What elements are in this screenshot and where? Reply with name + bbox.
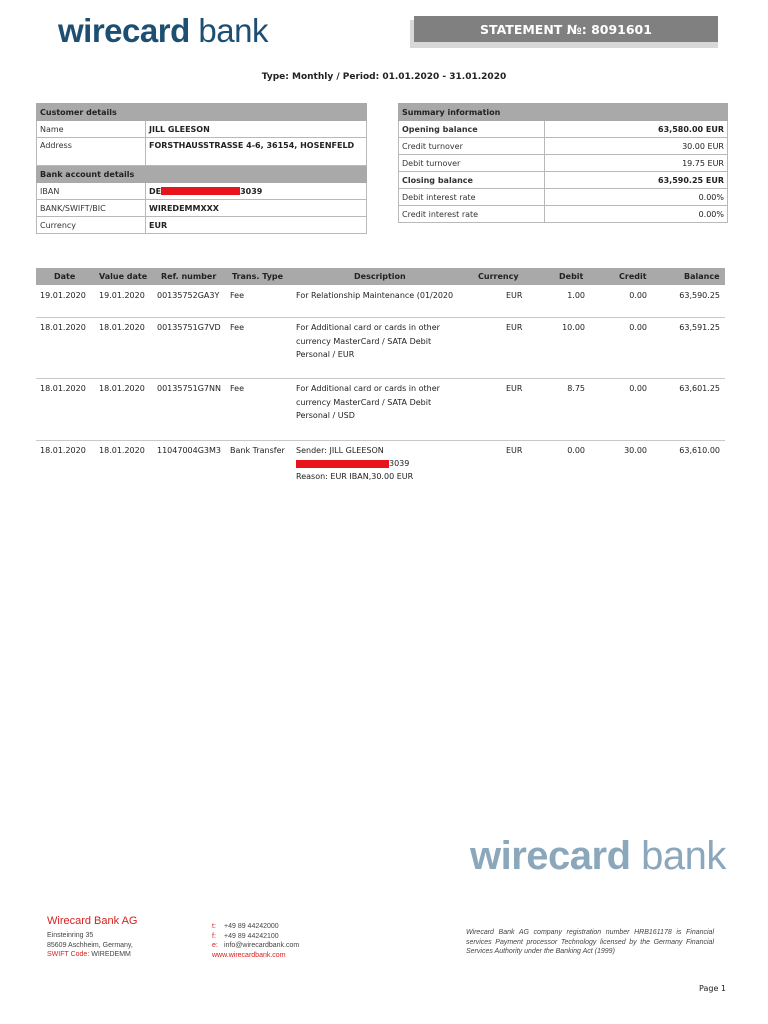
tx-currency: EUR (506, 446, 523, 455)
summary-information-header: Summary information (399, 104, 728, 121)
tx-credit: 30.00 (624, 446, 647, 455)
col-debit: Debit (559, 272, 584, 281)
col-trans-type: Trans. Type (232, 272, 284, 281)
credit-interest-rate-value: 0.00% (545, 206, 728, 223)
tx-description: For Relationship Maintenance (01/2020 (296, 291, 454, 300)
tx-currency: EUR (506, 291, 523, 300)
statement-period: Type: Monthly / Period: 01.01.2020 - 31.01.2020 (261, 72, 507, 82)
statement-title: STATEMENT №: 8091601 (414, 16, 718, 42)
customer-details-header: Customer details (37, 104, 367, 121)
tx-balance: 63,601.25 (679, 384, 720, 393)
swift-label: BANK/SWIFT/BIC (37, 200, 146, 217)
tx-balance: 63,590.25 (679, 291, 720, 300)
tx-description: For Additional card or cards in other currency MasterCard / SATA Debit Personal / USD (296, 384, 440, 420)
debit-interest-rate-value: 0.00% (545, 189, 728, 206)
footer-contact (212, 922, 299, 960)
currency-value: EUR (146, 217, 367, 234)
footer-address (47, 931, 133, 960)
email-key: e: (212, 942, 218, 949)
iban-suffix: 3039 (240, 186, 263, 196)
tx-currency: EUR (506, 384, 523, 393)
tx-ref: 11047004G3M3 (157, 446, 221, 455)
opening-balance-label: Opening balance (399, 121, 545, 138)
tx-debit: 0.00 (567, 446, 585, 455)
closing-balance-label: Closing balance (399, 172, 545, 189)
tx-balance: 63,591.25 (679, 323, 720, 332)
footer-swift-value: WIREDEMM (89, 951, 131, 958)
address-label: Address (37, 138, 146, 166)
footer-logo-light-text: bank (630, 834, 726, 878)
table-row (36, 440, 725, 485)
iban-redaction (161, 187, 240, 195)
col-currency: Currency (478, 272, 519, 281)
phone-key: t: (212, 923, 216, 930)
tx-credit: 0.00 (629, 291, 647, 300)
page-number: Page 1 (699, 984, 726, 993)
col-credit: Credit (619, 272, 647, 281)
footer-wirecard-bank-logo (470, 834, 726, 879)
tx-type: Fee (230, 384, 245, 393)
address-value: FORSTHAUSSTRASSE 4-6, 36154, HOSENFELD (146, 138, 367, 166)
credit-turnover-value: 30.00 EUR (545, 138, 728, 155)
footer-address-line1: Einsteinring 35 (47, 932, 94, 939)
credit-turnover-label: Credit turnover (399, 138, 545, 155)
tx-date: 18.01.2020 (40, 384, 86, 393)
tx-currency: EUR (506, 323, 523, 332)
tx-description: For Additional card or cards in other currency MasterCard / SATA Debit Personal / EUR (296, 323, 440, 359)
footer-company-name: Wirecard Bank AG (47, 915, 138, 927)
table-row (36, 378, 725, 440)
tx-value-date: 18.01.2020 (99, 446, 145, 455)
tx-credit: 0.00 (629, 323, 647, 332)
tx-iban-suffix: 3039 (389, 459, 410, 468)
table-row (36, 286, 725, 316)
tx-debit: 8.75 (567, 384, 585, 393)
col-ref-number: Ref. number (161, 272, 217, 281)
tx-date: 19.01.2020 (40, 291, 86, 300)
name-value: JILL GLEESON (146, 121, 367, 138)
tx-balance: 63,610.00 (679, 446, 720, 455)
tx-date: 18.01.2020 (40, 446, 86, 455)
credit-interest-rate-label: Credit interest rate (399, 206, 545, 223)
footer-fax: +49 89 44242100 (224, 932, 279, 940)
tx-ref: 00135751G7NN (157, 384, 221, 393)
footer-swift-label: SWIFT Code: (47, 951, 90, 958)
swift-value: WIREDEMMXXX (146, 200, 367, 217)
col-date: Date (54, 272, 76, 281)
wirecard-bank-logo (58, 12, 268, 50)
closing-balance-value: 63,590.25 EUR (545, 172, 728, 189)
tx-debit: 1.00 (567, 291, 585, 300)
tx-ref: 00135751G7VD (157, 323, 221, 332)
col-value-date: Value date (99, 272, 148, 281)
tx-debit: 10.00 (562, 323, 585, 332)
opening-balance-value: 63,580.00 EUR (545, 121, 728, 138)
tx-value-date: 19.01.2020 (99, 291, 145, 300)
debit-turnover-label: Debit turnover (399, 155, 545, 172)
footer-website[interactable]: www.wirecardbank.com (212, 951, 286, 959)
tx-type: Fee (230, 291, 245, 300)
logo-light-text: bank (189, 12, 268, 49)
footer-phone: +49 89 44242000 (224, 923, 279, 930)
logo-bold-text: wirecard (58, 12, 190, 49)
table-row (36, 317, 725, 378)
iban-value (146, 183, 367, 200)
iban-prefix: DE (149, 186, 162, 196)
tx-description-reason: Reason: EUR IBAN,30.00 EUR (296, 472, 414, 481)
summary-information-table (398, 103, 728, 223)
tx-type: Fee (230, 323, 245, 332)
fax-key: f: (212, 932, 216, 940)
tx-value-date: 18.01.2020 (99, 323, 145, 332)
iban-label: IBAN (37, 183, 146, 200)
debit-interest-rate-label: Debit interest rate (399, 189, 545, 206)
tx-ref: 00135752GA3Y (157, 291, 220, 300)
footer-logo-bold-text: wirecard (470, 834, 631, 878)
tx-credit: 0.00 (629, 384, 647, 393)
currency-label: Currency (37, 217, 146, 234)
iban-redaction (296, 460, 389, 468)
tx-description-iban (296, 457, 409, 471)
footer-swift (47, 950, 133, 960)
col-balance: Balance (684, 272, 720, 281)
tx-type: Bank Transfer (230, 446, 285, 455)
name-label: Name (37, 121, 146, 138)
transactions-header (36, 268, 725, 285)
tx-date: 18.01.2020 (40, 323, 86, 332)
customer-details-table (36, 103, 367, 234)
bank-account-details-header: Bank account details (37, 166, 367, 183)
tx-description-sender: Sender: JILL GLEESON (296, 446, 384, 455)
footer-address-line2: 85609 Aschheim, Germany, (47, 941, 133, 949)
footer-email[interactable]: info@wirecardbank.com (224, 942, 300, 949)
debit-turnover-value: 19.75 EUR (545, 155, 728, 172)
tx-value-date: 18.01.2020 (99, 384, 145, 393)
col-description: Description (354, 272, 406, 281)
footer-legal-text: Wirecard Bank AG company registration number HRB161178 is Financial services Payment processor Technology licensed by the Germany Financial Services Authority under the Banking Act (1999) (466, 929, 714, 955)
